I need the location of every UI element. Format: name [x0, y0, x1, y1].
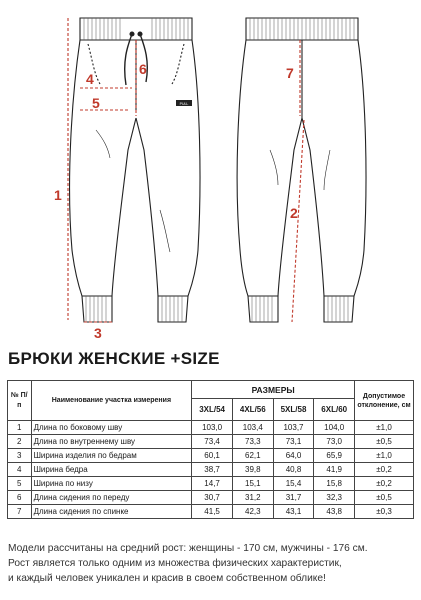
row-num: 5 — [8, 477, 32, 491]
row-num: 7 — [8, 505, 32, 519]
measurement-markers — [68, 18, 304, 322]
header-tolerance: Допустимое отклонение, см — [355, 381, 414, 421]
header-sizes: РАЗМЕРЫ — [192, 381, 355, 399]
row-tolerance: ±0,3 — [355, 505, 414, 519]
marker-label-2: 2 — [290, 205, 298, 221]
row-value: 103,4 — [232, 421, 273, 435]
front-waistband — [80, 18, 192, 40]
brand-tag-label: PULL — [179, 102, 189, 106]
row-value: 15,4 — [273, 477, 314, 491]
header-size: 4XL/56 — [232, 399, 273, 421]
front-left-cuff — [82, 296, 112, 322]
pants-front-view — [70, 18, 200, 322]
row-name: Длина сидения по переду — [31, 491, 192, 505]
marker-label-6: 6 — [139, 61, 147, 77]
row-tolerance: ±0,2 — [355, 477, 414, 491]
front-right-leg — [136, 40, 200, 296]
row-value: 14,7 — [192, 477, 233, 491]
row-tolerance: ±1,0 — [355, 421, 414, 435]
back-right-leg — [302, 40, 366, 296]
row-value: 60,1 — [192, 449, 233, 463]
table-row — [8, 435, 414, 449]
row-value: 103,0 — [192, 421, 233, 435]
row-value: 31,7 — [273, 491, 314, 505]
row-tolerance: ±1,0 — [355, 449, 414, 463]
row-value: 32,3 — [314, 491, 355, 505]
row-value: 38,7 — [192, 463, 233, 477]
table-row — [8, 491, 414, 505]
front-right-pocket — [172, 44, 184, 84]
row-num: 4 — [8, 463, 32, 477]
row-value: 73,3 — [232, 435, 273, 449]
row-value: 41,5 — [192, 505, 233, 519]
row-value: 42,3 — [232, 505, 273, 519]
back-right-cuff — [324, 296, 354, 322]
table-row — [8, 463, 414, 477]
row-tolerance: ±0,2 — [355, 463, 414, 477]
row-value: 39,8 — [232, 463, 273, 477]
front-waistband-ribbing — [84, 18, 188, 40]
table-row — [8, 505, 414, 519]
row-name: Длина по боковому шву — [31, 421, 192, 435]
row-value: 15,1 — [232, 477, 273, 491]
row-value: 31,2 — [232, 491, 273, 505]
note-line-1: Модели рассчитаны на средний рост: женщины - 170 см, мужчины - 176 см. — [8, 543, 368, 554]
row-tolerance: ±0,5 — [355, 435, 414, 449]
row-value: 104,0 — [314, 421, 355, 435]
row-value: 65,9 — [314, 449, 355, 463]
marker-label-4: 4 — [86, 71, 94, 87]
header-size: 6XL/60 — [314, 399, 355, 421]
row-value: 30,7 — [192, 491, 233, 505]
header-measurement-name: Наименование участка измерения — [31, 381, 192, 421]
row-value: 40,8 — [273, 463, 314, 477]
note-line-3: и каждый человек уникален и красив в своем собственном облике! — [8, 573, 326, 584]
table-row — [8, 421, 414, 435]
marker-label-5: 5 — [92, 95, 100, 111]
row-name: Длина по внутреннему шву — [31, 435, 192, 449]
row-value: 64,0 — [273, 449, 314, 463]
height-note — [8, 541, 416, 586]
table-row — [8, 449, 414, 463]
row-num: 2 — [8, 435, 32, 449]
row-value: 62,1 — [232, 449, 273, 463]
marker-label-1: 1 — [54, 187, 62, 203]
row-value: 73,1 — [273, 435, 314, 449]
row-num: 6 — [8, 491, 32, 505]
product-title: БРЮКИ ЖЕНСКИЕ +SIZE — [8, 349, 220, 368]
row-value: 103,7 — [273, 421, 314, 435]
note-line-2: Рост является только одним из множества физических характеристик, — [8, 558, 342, 569]
header-size: 3XL/54 — [192, 399, 233, 421]
row-value: 73,4 — [192, 435, 233, 449]
row-value: 15,8 — [314, 477, 355, 491]
row-value: 43,8 — [314, 505, 355, 519]
marker-label-7: 7 — [286, 65, 294, 81]
back-left-cuff — [248, 296, 278, 322]
front-left-leg — [70, 40, 136, 296]
size-table — [7, 380, 414, 519]
row-value: 43,1 — [273, 505, 314, 519]
row-tolerance: ±0,5 — [355, 491, 414, 505]
marker-label-3: 3 — [94, 325, 102, 340]
header-num: № П/п — [8, 381, 32, 421]
row-name: Ширина бедра — [31, 463, 192, 477]
row-num: 1 — [8, 421, 32, 435]
row-value: 73,0 — [314, 435, 355, 449]
row-name: Ширина по низу — [31, 477, 192, 491]
table-row — [8, 477, 414, 491]
front-right-cuff — [158, 296, 188, 322]
row-value: 41,9 — [314, 463, 355, 477]
row-name: Ширина изделия по бедрам — [31, 449, 192, 463]
row-name: Длина сидения по спинке — [31, 505, 192, 519]
header-size: 5XL/58 — [273, 399, 314, 421]
row-num: 3 — [8, 449, 32, 463]
